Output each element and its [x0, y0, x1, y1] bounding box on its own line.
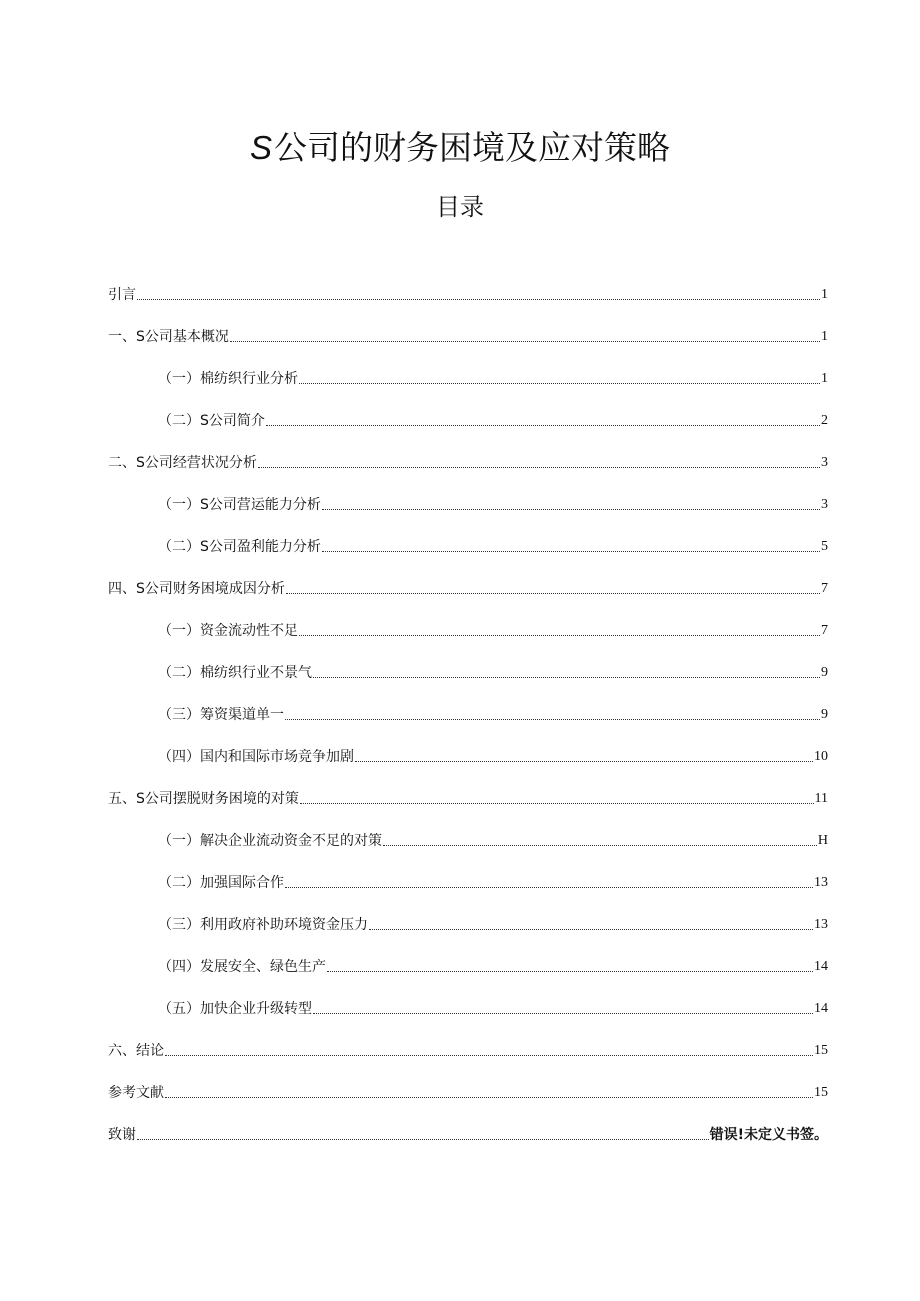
dot-leader — [369, 929, 813, 930]
toc-page-number: 9 — [821, 707, 828, 722]
toc-entry-text: （四）发展安全、绿色生产 — [158, 959, 326, 975]
dot-leader — [137, 299, 820, 300]
dot-leader — [327, 971, 813, 972]
toc-entry-section-5-2[interactable] — [158, 871, 828, 893]
toc-entry-text: 参考文献 — [108, 1085, 164, 1101]
toc-entry-text: （五）加快企业升级转型 — [158, 1001, 312, 1017]
toc-page-number: 1 — [821, 371, 828, 386]
toc-page-number: 10 — [814, 749, 828, 764]
toc-entry-section-4-4[interactable] — [158, 745, 828, 767]
toc-entry-acknowledgements[interactable] — [108, 1123, 828, 1145]
toc-page-number: 15 — [814, 1043, 828, 1058]
toc-page-number: 2 — [821, 413, 828, 428]
title-text: 公司的财务困境及应对策略 — [274, 128, 670, 167]
toc-entry-text: 六、结论 — [108, 1043, 164, 1059]
dot-leader — [313, 677, 820, 678]
toc-entry-introduction[interactable] — [108, 283, 828, 305]
dot-leader — [286, 593, 820, 594]
toc-entry-section-4-2[interactable] — [158, 661, 828, 683]
toc-entry-text: （三）利用政府补助环境资金压力 — [158, 917, 368, 933]
toc-page-number: 9 — [821, 665, 828, 680]
toc-entry-text: （二）棉纺织行业不景气 — [158, 665, 312, 681]
toc-entry-text: 四、S公司财务困境成因分析 — [108, 581, 285, 597]
toc-page-number: 7 — [821, 581, 828, 596]
dot-leader — [322, 551, 820, 552]
toc-page-number: 14 — [814, 959, 828, 974]
toc-page-number: 3 — [821, 455, 828, 470]
toc-page-number: 7 — [821, 623, 828, 638]
toc-entry-text: （一）棉纺织行业分析 — [158, 371, 298, 387]
toc-entry-section-2-2[interactable] — [158, 535, 828, 557]
dot-leader — [383, 845, 817, 846]
toc-entry-text: 引言 — [108, 287, 136, 303]
toc-entry-section-1-1[interactable] — [158, 367, 828, 389]
toc-entry-text: （一）S公司营运能力分析 — [158, 497, 321, 513]
toc-entry-section-1-2[interactable] — [158, 409, 828, 431]
toc-page-number: 14 — [814, 1001, 828, 1016]
toc-entry-section-4-3[interactable] — [158, 703, 828, 725]
toc-page-number: 15 — [814, 1085, 828, 1100]
dot-leader — [230, 341, 820, 342]
toc-entry-section-4[interactable] — [108, 577, 828, 599]
dot-leader — [285, 719, 820, 720]
dot-leader — [322, 509, 820, 510]
dot-leader — [285, 887, 813, 888]
toc-entry-text: 一、S公司基本概况 — [108, 329, 229, 345]
toc-entry-section-1[interactable] — [108, 325, 828, 347]
toc-entry-text: （四）国内和国际市场竞争加剧 — [158, 749, 354, 765]
toc-entry-text: 五、S公司摆脱财务困境的对策 — [108, 791, 299, 807]
toc-entry-text: （一）解决企业流动资金不足的对策 — [158, 833, 382, 849]
dot-leader — [137, 1139, 709, 1140]
toc-entry-text: （二）S公司简介 — [158, 413, 265, 429]
toc-entry-section-6[interactable] — [108, 1039, 828, 1061]
toc-entry-section-5-4[interactable] — [158, 955, 828, 977]
toc-page-number: 13 — [814, 917, 828, 932]
toc-page-number: H — [817, 833, 828, 848]
toc-entry-text: 致谢 — [108, 1127, 136, 1143]
dot-leader — [299, 383, 820, 384]
toc-page-number: 11 — [814, 791, 828, 806]
toc-entry-section-5-1[interactable] — [158, 829, 828, 851]
toc-page-number: 13 — [814, 875, 828, 890]
toc-page-number-error: 错误!未定义书签。 — [709, 1127, 828, 1143]
dot-leader — [300, 803, 814, 804]
toc-page-number: 1 — [821, 287, 828, 302]
toc-page-number: 1 — [821, 329, 828, 344]
toc-entry-section-4-1[interactable] — [158, 619, 828, 641]
toc-entry-text: 二、S公司经营状况分析 — [108, 455, 257, 471]
document-title — [0, 126, 920, 170]
title-company-letter: S — [249, 129, 272, 166]
toc-heading: 目录 — [436, 193, 484, 221]
toc-entry-text: （三）筹资渠道单一 — [158, 707, 284, 723]
toc-entry-section-2[interactable] — [108, 451, 828, 473]
toc-entry-text: （二）S公司盈利能力分析 — [158, 539, 321, 555]
dot-leader — [355, 761, 813, 762]
dot-leader — [313, 1013, 813, 1014]
toc-entry-references[interactable] — [108, 1081, 828, 1103]
dot-leader — [165, 1055, 813, 1056]
toc-page-number: 5 — [821, 539, 828, 554]
toc-entry-section-2-1[interactable] — [158, 493, 828, 515]
toc-entry-text: （一）资金流动性不足 — [158, 623, 298, 639]
toc-page-number: 3 — [821, 497, 828, 512]
dot-leader — [266, 425, 820, 426]
dot-leader — [258, 467, 820, 468]
toc-entry-section-5[interactable] — [108, 787, 828, 809]
toc-entry-text: （二）加强国际合作 — [158, 875, 284, 891]
toc-entry-section-5-3[interactable] — [158, 913, 828, 935]
toc-entry-section-5-5[interactable] — [158, 997, 828, 1019]
dot-leader — [165, 1097, 813, 1098]
dot-leader — [299, 635, 820, 636]
